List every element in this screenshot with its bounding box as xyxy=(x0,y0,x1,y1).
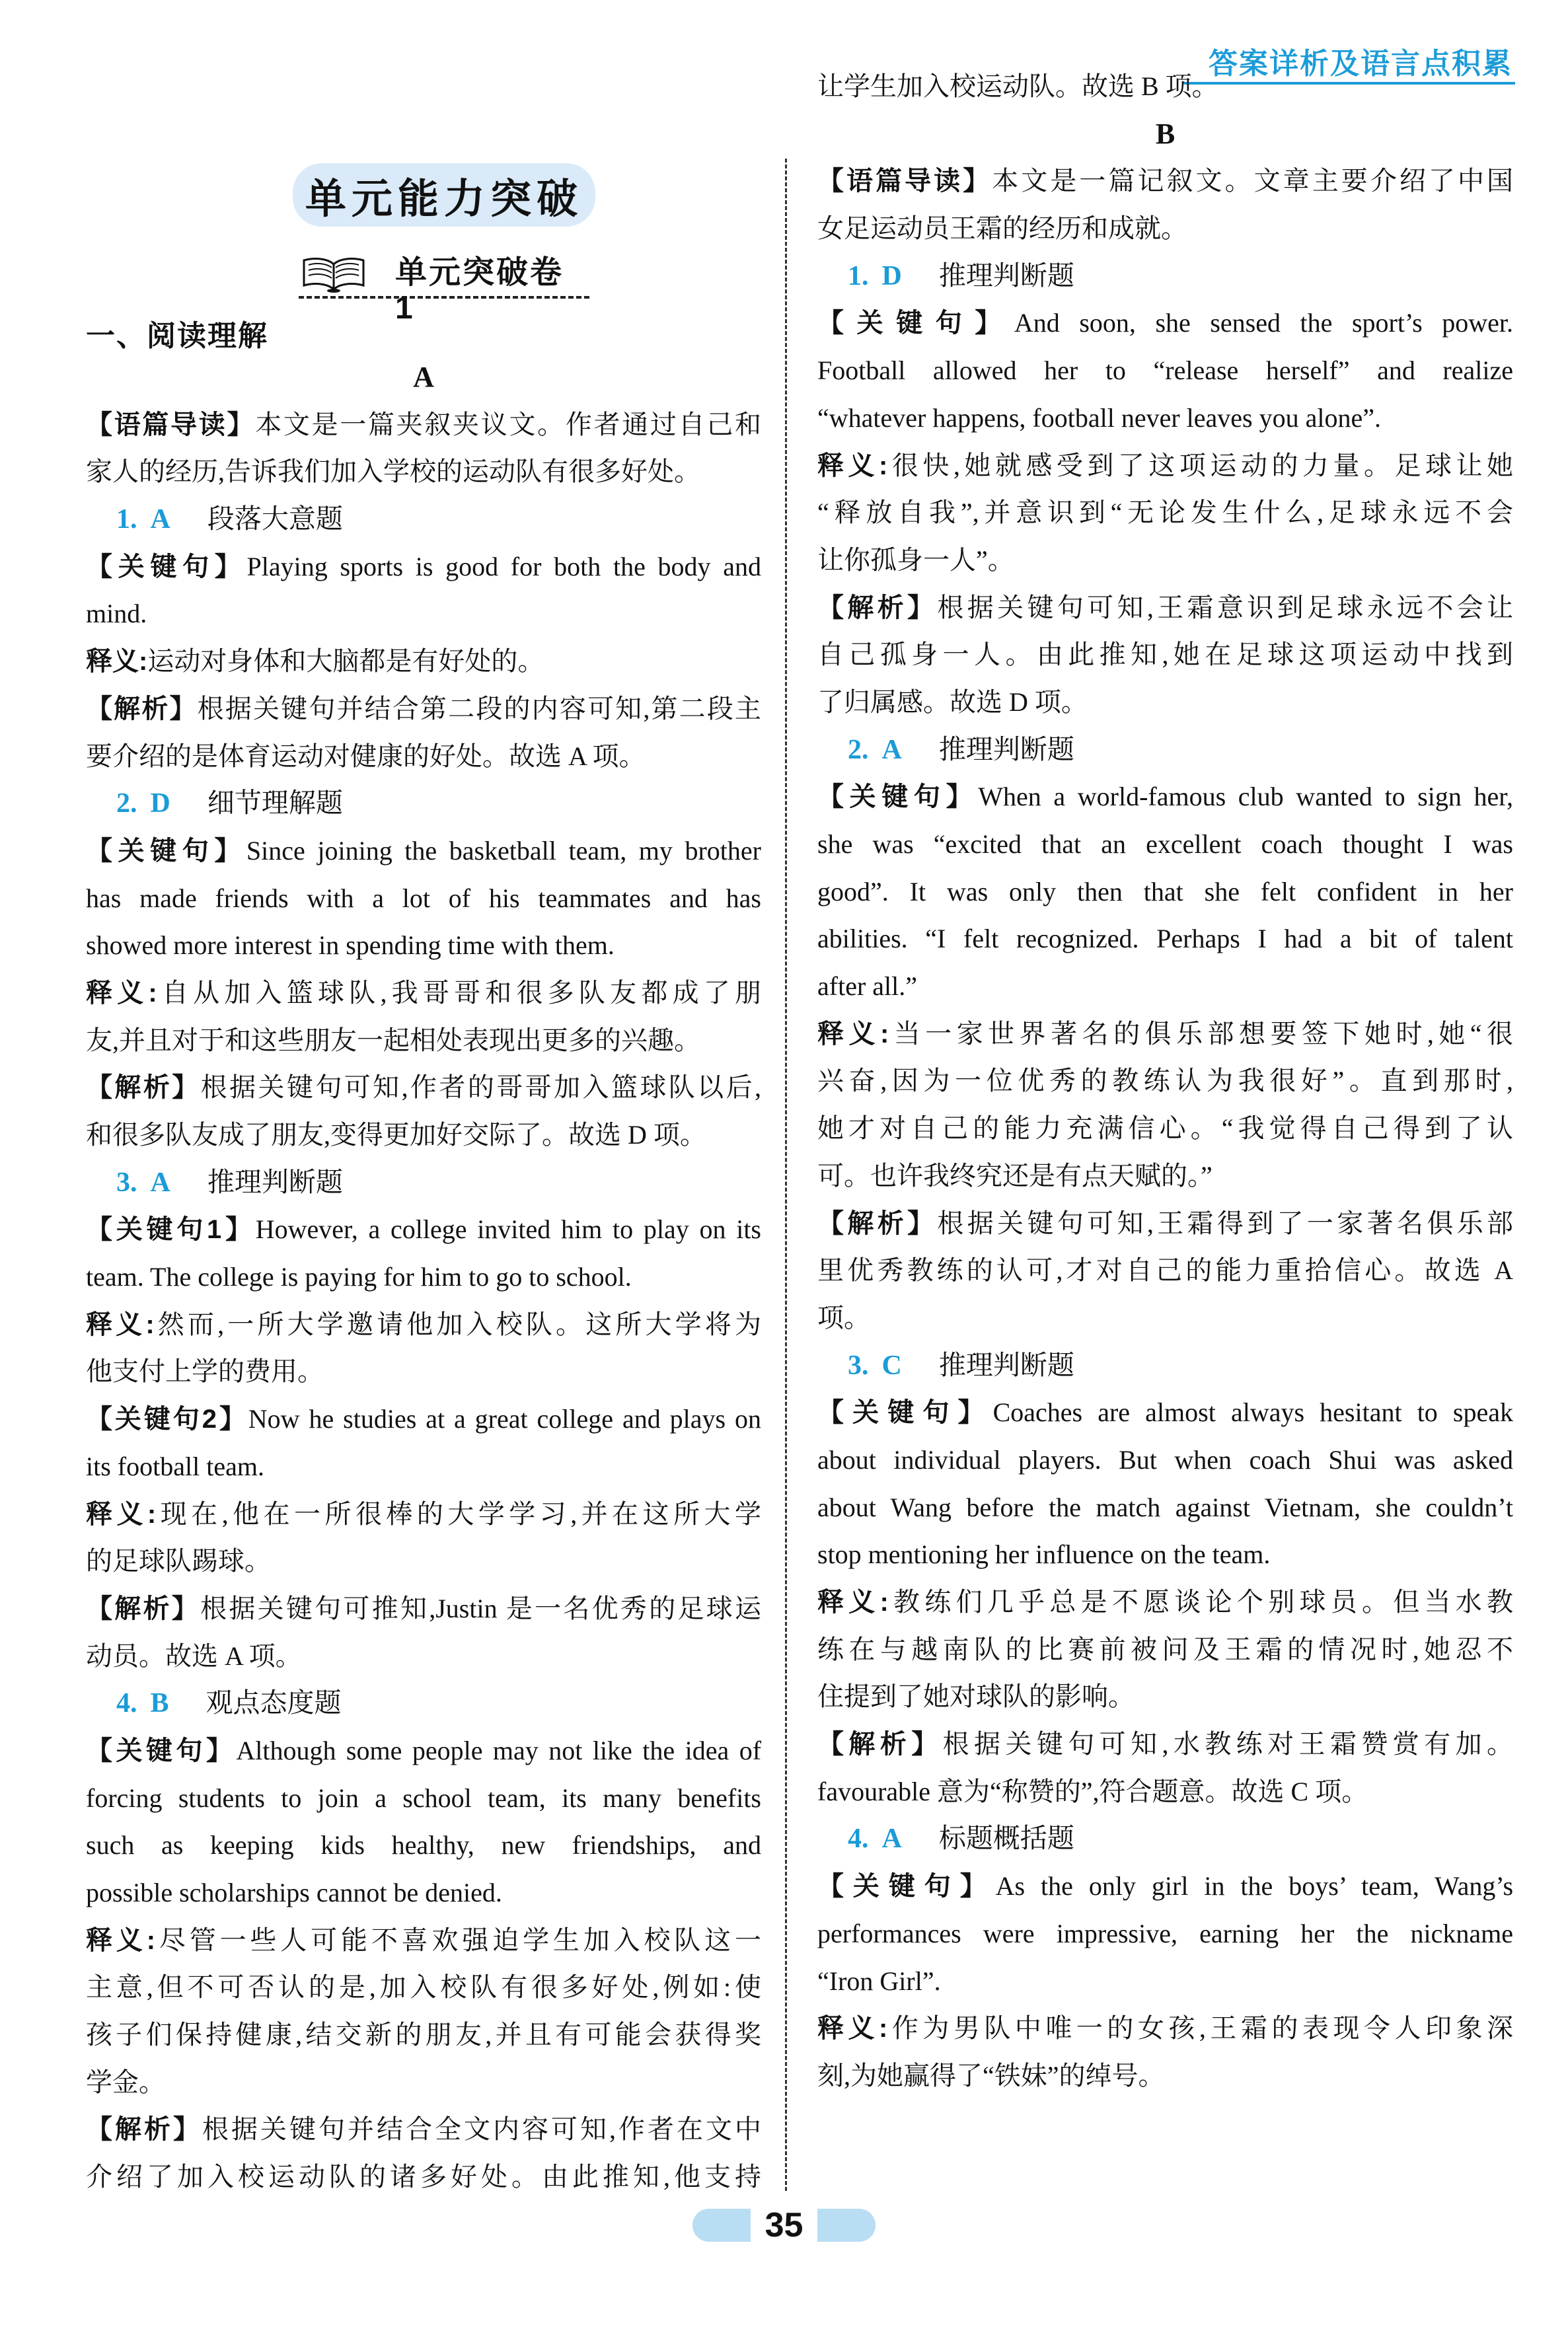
line-text: 根据关键句并结合第二段的内容可知,第二段主 xyxy=(197,693,762,723)
answer-line xyxy=(817,726,1513,774)
line-text: “释放自我”,并意识到“无论发生什么,足球永远不会 xyxy=(817,498,1513,528)
page-number: 35 xyxy=(765,2206,803,2244)
line-text: she was “excited that an excellent coach thought I was xyxy=(817,829,1513,859)
text-line xyxy=(817,1152,1513,1200)
line-text: 动员。故选 A 项。 xyxy=(86,1641,302,1671)
text-line xyxy=(86,1537,761,1585)
answer-number: 2. xyxy=(116,788,137,819)
text-line xyxy=(817,1673,1513,1720)
answer-letter: A xyxy=(150,504,170,535)
line-text: Coaches are almost always hesitant to speak xyxy=(992,1397,1514,1428)
line-text: When a world-famous club wanted to sign her, xyxy=(978,782,1514,812)
text-line xyxy=(86,2059,761,2106)
bold-label: 【解析】 xyxy=(817,1208,938,1238)
text-line xyxy=(817,1578,1513,1626)
text-line xyxy=(817,1200,1513,1247)
text-line xyxy=(86,638,761,685)
line-text: 孩子们保持健康,结交新的朋友,并且有可能会获得奖 xyxy=(86,2020,761,2050)
text-line xyxy=(86,922,761,969)
text-line xyxy=(817,1436,1513,1484)
text-line xyxy=(817,631,1513,679)
bold-label: 【解析】 xyxy=(817,593,938,622)
bold-label: 【解析】 xyxy=(817,1730,943,1759)
text-line xyxy=(817,1768,1513,1816)
text-line xyxy=(817,1294,1513,1342)
question-type-label: 推理判断题 xyxy=(207,1166,343,1197)
bold-label: 释义: xyxy=(86,1925,156,1955)
line-text: good”. It was only then that she felt confident in her xyxy=(817,876,1513,906)
answer-letter: C xyxy=(881,1350,902,1381)
text-line xyxy=(86,1775,761,1822)
line-text: “Iron Girl”. xyxy=(817,1966,941,1996)
text-line xyxy=(86,1443,761,1491)
line-text: Now he studies at a great college and plays on xyxy=(248,1404,761,1434)
bold-label: 【关键句】 xyxy=(817,309,1014,338)
bold-label: 释义: xyxy=(817,2014,888,2044)
line-text: mind. xyxy=(86,599,147,629)
line-text: 练在与越南队的比赛前被问及王霜的情况时,她忍不 xyxy=(817,1634,1513,1664)
answer-letter: A xyxy=(881,734,902,765)
paper-title-block xyxy=(299,255,589,326)
line-text: abilities. “I felt recognized. Perhaps I had a bit of talent xyxy=(817,924,1513,954)
text-line xyxy=(817,821,1513,868)
line-text: 运动对身体和大脑都是有好处的。 xyxy=(147,646,544,677)
text-line xyxy=(817,489,1513,536)
unit-title-badge xyxy=(293,163,595,227)
line-text: 自己孤身一人。由此推知,她在足球这项运动中找到 xyxy=(817,640,1513,670)
text-line xyxy=(86,827,761,875)
footer-left-pill xyxy=(692,2209,751,2242)
line-text: 主意,但不可否认的是,加入校队有很多好处,例如:使 xyxy=(86,1972,761,2003)
question-type-label: 细节理解题 xyxy=(207,788,343,819)
question-type-label: 推理判断题 xyxy=(938,733,1074,764)
text-line xyxy=(817,1531,1513,1578)
bold-label: 释义: xyxy=(817,451,888,480)
text-line xyxy=(817,773,1513,821)
line-text: Football allowed her to “release herself” and realize xyxy=(817,355,1513,386)
line-text: 根据关键句可知,作者的哥哥加入篮球队以后, xyxy=(200,1072,762,1103)
answer-number: 4. xyxy=(116,1688,137,1719)
text-line xyxy=(817,63,1513,110)
line-text: after all.” xyxy=(817,971,917,1002)
bold-label: 释义: xyxy=(817,1019,889,1049)
line-text: “whatever happens, football never leaves you alone”. xyxy=(817,402,1381,433)
text-line xyxy=(86,969,761,1017)
answer-letter: D xyxy=(150,788,170,819)
question-type-label: 推理判断题 xyxy=(938,1349,1074,1380)
text-line xyxy=(86,1064,761,1111)
bold-label: 【关键句1】 xyxy=(86,1215,256,1245)
answer-letter: D xyxy=(881,260,902,291)
line-text: 然而,一所大学邀请他加入校队。这所大学将为 xyxy=(154,1309,761,1339)
line-text: performances were impressive, earning her the nickname xyxy=(817,1918,1513,1948)
page-header-title: 答案详析及语言点积累 xyxy=(1209,48,1512,80)
text-line xyxy=(86,1017,761,1064)
line-text: 女足运动员王霜的经历和成就。 xyxy=(817,213,1187,244)
bold-label: 【关键句2】 xyxy=(86,1405,248,1434)
text-line xyxy=(817,157,1513,205)
text-line xyxy=(86,1917,761,1964)
text-line xyxy=(817,394,1513,442)
text-line xyxy=(817,1910,1513,1958)
line-text: possible scholarships cannot be denied. xyxy=(86,1878,502,1907)
text-line xyxy=(86,448,761,496)
line-text: 根据关键句并结合全文内容可知,作者在文中 xyxy=(202,2114,761,2145)
line-text: 根据关键句可知,王霜得到了一家著名俱乐部 xyxy=(937,1208,1514,1238)
bold-label: 释义: xyxy=(86,647,148,677)
bold-label: 【关键句】 xyxy=(86,1736,237,1765)
line-text: 作为男队中唯一的女孩,王霜的表现令人印象深 xyxy=(887,2013,1514,2044)
open-book-icon xyxy=(299,256,369,297)
line-text: 住提到了她对球队的影响。 xyxy=(817,1681,1135,1712)
line-text: 尽管一些人可能不喜欢强迫学生加入校队这一 xyxy=(155,1925,762,1955)
text-line xyxy=(86,1395,761,1443)
line-text: 要介绍的是体育运动对健康的好处。故选 A 项。 xyxy=(86,741,646,771)
text-line xyxy=(86,1206,761,1253)
line-text: such as keeping kids healthy, new friendships, and xyxy=(86,1830,761,1861)
line-text: forcing students to join a school team, its many benefits xyxy=(86,1783,761,1813)
passage-letter xyxy=(817,110,1513,158)
text-line xyxy=(817,584,1513,632)
line-text: 介绍了加入校运动队的诸多好处。由此推知,他支持 xyxy=(86,2162,761,2192)
line-text: Since joining the basketball team, my brother xyxy=(246,835,761,866)
text-line xyxy=(86,1301,761,1348)
line-text: 让学生加入校运动队。故选 B 项。 xyxy=(817,71,1218,101)
answer-number: 3. xyxy=(848,1350,869,1381)
line-text: Although some people may not like the idea of xyxy=(236,1735,762,1765)
text-line xyxy=(86,2106,761,2153)
text-line xyxy=(86,401,761,449)
answer-line xyxy=(86,780,761,827)
answer-line xyxy=(817,1815,1513,1863)
bold-label: 释义: xyxy=(86,1310,155,1339)
text-line xyxy=(817,1720,1513,1768)
answer-line xyxy=(86,1679,761,1727)
bold-label: 【关键句】 xyxy=(86,552,247,581)
text-line xyxy=(817,1389,1513,1436)
bold-label: 【语篇导读】 xyxy=(86,410,256,439)
line-text: 他支付上学的费用。 xyxy=(86,1356,324,1387)
line-text: has made friends with a lot of his teammates and has xyxy=(86,883,761,913)
bold-label: 【解析】 xyxy=(86,1594,201,1623)
left-column xyxy=(86,353,761,2201)
text-line xyxy=(817,347,1513,394)
text-line xyxy=(86,2153,761,2201)
line-text: favourable 意为“称赞的”,符合题意。故选 C 项。 xyxy=(817,1776,1368,1806)
line-text: 她才对自己的能力充满信心。“我觉得自己得到了认 xyxy=(817,1113,1513,1144)
text-line xyxy=(86,1964,761,2011)
page-footer xyxy=(0,2205,1568,2245)
text-line xyxy=(86,543,761,591)
passage-letter xyxy=(86,353,761,401)
answer-number: 1. xyxy=(848,260,869,291)
section-heading: 一、阅读理解 xyxy=(86,320,268,352)
text-line xyxy=(817,1105,1513,1152)
text-line xyxy=(86,1822,761,1869)
text-line xyxy=(817,205,1513,252)
text-line xyxy=(86,685,761,733)
line-text: 本文是一篇记叙文。文章主要介绍了中国 xyxy=(992,166,1514,196)
text-line xyxy=(86,1869,761,1917)
line-text: 当一家世界著名的俱乐部想要签下她时,她“很 xyxy=(889,1018,1513,1049)
text-line xyxy=(86,1727,761,1775)
line-text: 教练们几乎总是不愿谈论个别球员。但当水教 xyxy=(888,1587,1513,1617)
bold-label: 释义: xyxy=(86,978,157,1008)
line-text: However, a college invited him to play on its xyxy=(255,1214,762,1245)
text-line xyxy=(817,1484,1513,1532)
bold-label: 【解析】 xyxy=(86,694,198,723)
text-line xyxy=(86,1348,761,1395)
bold-label: 【语篇导读】 xyxy=(817,166,992,196)
bold-label: 【关键句】 xyxy=(86,836,246,866)
bold-label: 释义: xyxy=(86,1499,157,1529)
text-line xyxy=(86,1111,761,1159)
text-line xyxy=(817,1247,1513,1294)
answer-line xyxy=(86,496,761,543)
answer-letter: A xyxy=(881,1824,902,1855)
text-line xyxy=(817,915,1513,963)
question-type-label: 段落大意题 xyxy=(207,503,343,535)
answer-number: 4. xyxy=(848,1824,869,1855)
text-line xyxy=(817,1958,1513,2005)
text-line xyxy=(817,868,1513,916)
text-line xyxy=(817,442,1513,490)
answer-number: 1. xyxy=(116,504,137,535)
line-text: Playing sports is good for both the body and xyxy=(246,551,761,581)
text-line xyxy=(86,1253,761,1301)
bold-label: 释义: xyxy=(817,1588,889,1617)
line-text: And soon, she sensed the sport’s power. xyxy=(1014,308,1514,338)
question-type-label: 推理判断题 xyxy=(938,260,1074,291)
answer-letter: A xyxy=(150,1167,170,1198)
text-line xyxy=(817,679,1513,726)
line-text: about individual players. But when coach Shui was asked xyxy=(817,1444,1513,1475)
line-text: 根据关键句可知,王霜意识到足球永远不会让 xyxy=(937,592,1514,622)
answer-line xyxy=(86,1159,761,1206)
line-text: 友,并且对于和这些朋友一起相处表现出更多的兴趣。 xyxy=(86,1025,700,1055)
answer-number: 2. xyxy=(848,734,869,765)
line-text: 了归属感。故选 D 项。 xyxy=(817,686,1088,717)
text-line xyxy=(86,1585,761,1633)
line-text: stop mentioning her influence on the team. xyxy=(817,1539,1271,1570)
bold-label: 【关键句】 xyxy=(817,1872,996,1901)
line-text: 刻,为她赢得了“铁妹”的绰号。 xyxy=(817,2060,1165,2090)
paper-title-text: 单元突破卷 1 xyxy=(395,255,564,326)
line-text: its football team. xyxy=(86,1451,264,1481)
line-text: 里优秀教练的认可,才对自己的能力重拾信心。故选 A xyxy=(817,1255,1513,1286)
passage-letter-text: A xyxy=(413,361,434,393)
bold-label: 【关键句】 xyxy=(817,1398,993,1428)
text-line xyxy=(817,1057,1513,1105)
bold-label: 【解析】 xyxy=(86,2115,202,2145)
line-text: 让你孤身一人”。 xyxy=(817,544,1014,575)
line-text: 学金。 xyxy=(86,2067,165,2097)
text-line xyxy=(86,2011,761,2059)
text-line xyxy=(817,299,1513,347)
answer-line xyxy=(817,1342,1513,1389)
text-line xyxy=(86,875,761,922)
text-line xyxy=(817,2005,1513,2052)
line-text: As the only girl in the boys’ team, Wang’s xyxy=(995,1871,1514,1901)
bold-label: 【解析】 xyxy=(86,1073,201,1103)
text-line xyxy=(86,590,761,638)
answer-number: 3. xyxy=(116,1167,137,1198)
passage-letter-text: B xyxy=(1155,117,1176,150)
answer-line xyxy=(817,252,1513,300)
answer-letter: B xyxy=(150,1688,169,1719)
line-text: 可。也许我终究还是有点天赋的。” xyxy=(817,1160,1213,1191)
line-text: 根据关键句可知,水教练对王霜赞赏有加。 xyxy=(942,1729,1514,1759)
line-text: 项。 xyxy=(817,1302,870,1333)
line-text: team. The college is paying for him to go to school. xyxy=(86,1262,632,1292)
text-line xyxy=(86,1491,761,1538)
line-text: 本文是一篇夹叙夹议文。作者通过自己和 xyxy=(255,409,762,439)
line-text: 家人的经历,告诉我们加入学校的运动队有很多好处。 xyxy=(86,457,700,487)
unit-title-text: 单元能力突破 xyxy=(305,176,583,222)
text-line xyxy=(817,536,1513,584)
bold-label: 【关键句】 xyxy=(817,782,979,812)
text-line xyxy=(817,1863,1513,1910)
line-text: showed more interest in spending time with them. xyxy=(86,930,615,961)
line-text: 现在,他在一所很棒的大学学习,并在这所大学 xyxy=(156,1498,761,1529)
text-line xyxy=(86,733,761,780)
text-line xyxy=(817,963,1513,1010)
text-line xyxy=(817,2052,1513,2100)
question-type-label: 观点态度题 xyxy=(205,1687,342,1718)
text-line xyxy=(817,1010,1513,1058)
line-text: 根据关键句可推知,Justin 是一名优秀的足球运 xyxy=(200,1593,762,1623)
line-text: 很快,她就感受到了这项运动的力量。足球让她 xyxy=(887,450,1514,480)
line-text: 和很多队友成了朋友,变得更加好交际了。故选 D 项。 xyxy=(86,1120,706,1150)
right-column xyxy=(817,63,1513,2100)
line-text: 自从加入篮球队,我哥哥和很多队友都成了朋 xyxy=(157,977,761,1008)
line-text: 的足球队踢球。 xyxy=(86,1546,271,1576)
text-line xyxy=(817,1626,1513,1674)
footer-right-pill xyxy=(817,2209,876,2242)
line-text: about Wang before the match against Vietnam, she couldn’t xyxy=(817,1492,1513,1522)
column-divider xyxy=(785,159,787,2191)
question-type-label: 标题概括题 xyxy=(938,1823,1074,1854)
line-text: 兴奋,因为一位优秀的教练认为我很好”。直到那时, xyxy=(817,1066,1513,1096)
text-line xyxy=(86,1633,761,1680)
